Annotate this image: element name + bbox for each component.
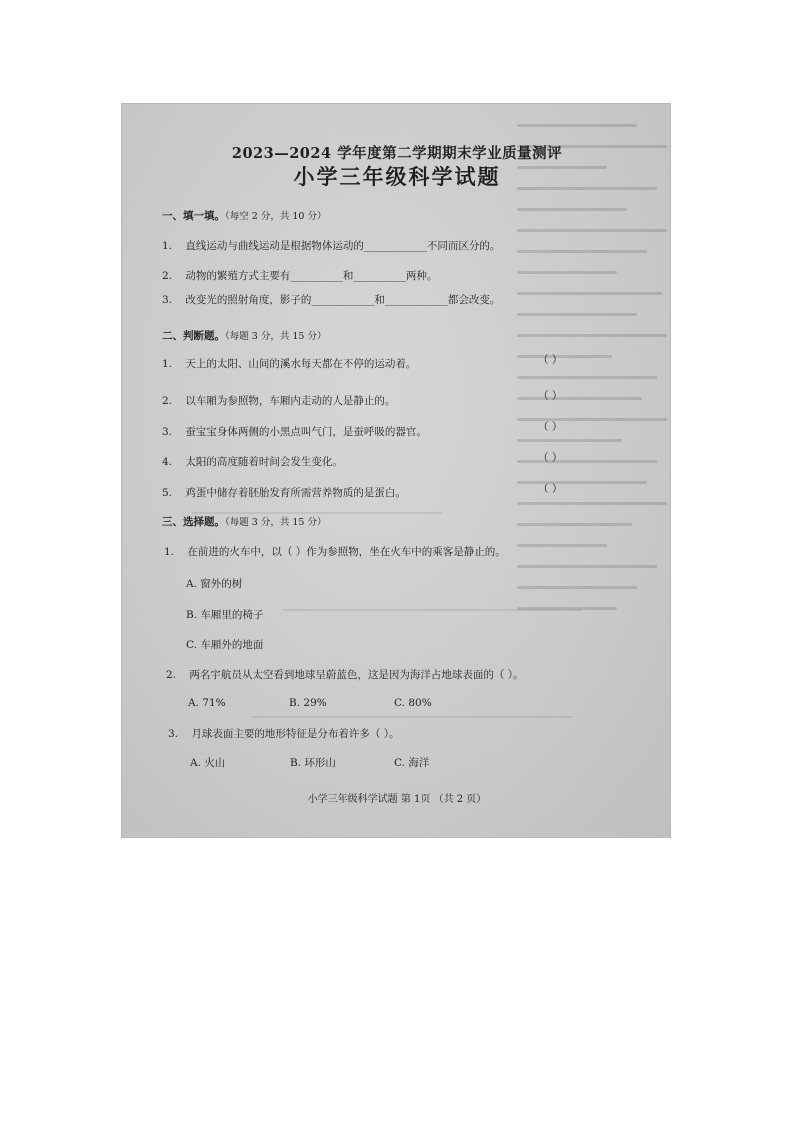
exam-subject-title: 小学三年级科学试题 xyxy=(293,164,501,189)
item-text: 月球表面主要的地形特征是分布着许多（ ）。 xyxy=(191,728,400,740)
item-text: 以车厢为参照物，车厢内走动的人是静止的。 xyxy=(185,395,396,407)
answer-paren: （ ） xyxy=(538,421,563,433)
section1-heading xyxy=(162,208,326,223)
judge-item-4 xyxy=(162,454,343,469)
judge-item-1 xyxy=(162,356,416,371)
section3-score-note: （每题 3 分，共 15 分） xyxy=(225,517,327,528)
answer-paren: （ ） xyxy=(538,483,563,495)
item-number: 3. xyxy=(162,426,173,438)
item-text: 两名宇航员从太空看到地球呈蔚蓝色，这是因为海洋占地球表面的（ ）。 xyxy=(189,669,524,681)
choice-option-b: B. 环形山 xyxy=(290,757,336,769)
item-number: 3. xyxy=(162,294,173,306)
scanned-exam-photo xyxy=(121,103,671,838)
item-number: 2. xyxy=(162,395,173,407)
choice-option-a: A. 71% xyxy=(188,697,226,709)
fill-item-1 xyxy=(162,238,500,253)
section1-title: 一、填一填。 xyxy=(162,210,225,222)
item-text: 动物的繁殖方式主要有__________和__________两种。 xyxy=(185,270,438,282)
item-number: 4. xyxy=(162,456,173,468)
answer-paren: （ ） xyxy=(538,452,563,464)
section2-heading xyxy=(162,328,326,343)
choice-option-b: B. 29% xyxy=(289,697,327,709)
choice-option-a: A. 火山 xyxy=(190,757,226,769)
item-number: 1. xyxy=(164,546,175,558)
choice-option-c: C. 80% xyxy=(394,697,432,709)
choice-option-a: A. 窗外的树 xyxy=(186,578,243,590)
choice-option-b: B. 车厢里的椅子 xyxy=(186,609,264,621)
item-text: 直线运动与曲线运动是根据物体运动的____________不同而区分的。 xyxy=(185,240,501,252)
item-text: 在前进的火车中，以（ ）作为参照物，坐在火车中的乘客是静止的。 xyxy=(187,546,506,558)
item-text: 鸡蛋中储存着胚胎发育所需营养物质的是蛋白。 xyxy=(185,487,406,499)
section1-score-note: （每空 2 分，共 10 分） xyxy=(225,211,327,222)
choice-question-1 xyxy=(164,544,506,559)
item-number: 1. xyxy=(162,240,173,252)
choice-question-2 xyxy=(166,667,523,682)
judge-item-3 xyxy=(162,424,427,439)
item-number: 2. xyxy=(166,669,177,681)
bleed-through-texture xyxy=(517,124,671,764)
bleed-line xyxy=(282,609,582,611)
choice-option-c: C. 车厢外的地面 xyxy=(186,639,264,651)
section2-score-note: （每题 3 分，共 15 分） xyxy=(225,331,327,342)
judge-item-5 xyxy=(162,485,406,500)
choice-option-c: C. 海洋 xyxy=(394,757,430,769)
item-number: 2. xyxy=(162,270,173,282)
section3-title: 三、选择题。 xyxy=(162,516,225,528)
item-text: 改变光的照射角度，影子的____________和____________都会改变。 xyxy=(185,294,501,306)
page-footer: 小学三年级科学试题 第 1页 （共 2 页） xyxy=(307,794,487,805)
item-text: 天上的太阳、山间的溪水每天都在不停的运动着。 xyxy=(185,358,417,370)
item-text: 太阳的高度随着时间会发生变化。 xyxy=(185,456,343,468)
exam-term-title: 2023—2024 学年度第二学期期末学业质量测评 xyxy=(231,145,563,162)
section3-heading xyxy=(162,514,326,529)
fill-item-2 xyxy=(162,268,437,283)
answer-paren: （ ） xyxy=(538,354,563,366)
fill-item-3 xyxy=(162,292,500,307)
section2-title: 二、判断题。 xyxy=(162,330,225,342)
item-text: 蚕宝宝身体两侧的小黑点叫气门，是蚕呼吸的器官。 xyxy=(185,426,427,438)
item-number: 1. xyxy=(162,358,173,370)
item-number: 3. xyxy=(168,728,179,740)
choice-question-3 xyxy=(168,726,399,741)
answer-paren: （ ） xyxy=(538,390,563,402)
bleed-line xyxy=(252,716,572,718)
item-number: 5. xyxy=(162,487,173,499)
judge-item-2 xyxy=(162,393,395,408)
